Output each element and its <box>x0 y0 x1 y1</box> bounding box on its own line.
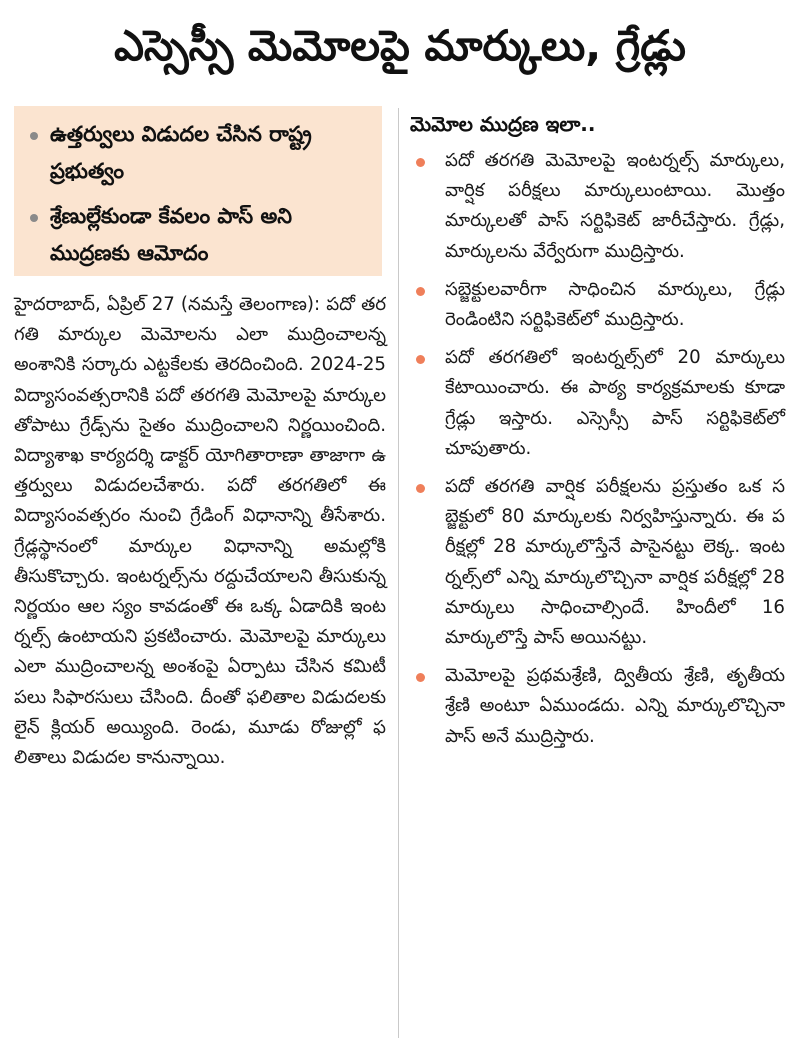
article-body: హైదరాబాద్, ఏప్రిల్ 27 (నమస్తే తెలంగాణ): పదో తరగతి మార్కుల మెమోలను ఎలా ముద్రించాలన్న అంశానికి సర్కారు ఎట్టకేలకు తెరదించింది. 2024-25 విద్యాసంవత్సరానికి పదో తరగతి మెమోలపై మార్కులతోపాటు గ్రేడ్స్‌ను సైతం ముద్రించాలని నిర్ణయించింది. విద్యాశాఖ కార్యదర్శి డాక్టర్ యోగితారాణా తాజాగా ఉత్తర్వులు విడుదలచేశారు. పదో తరగతిలో ఈ విద్యాసంవత్సరం నుంచి గ్రేడింగ్ విధానాన్ని తీసేశారు. గ్రేడ్లస్థానంలో మార్కుల విధానాన్ని అమల్లోకి తీసుకొచ్చారు. ఇంటర్నల్స్‌ను రద్దుచేయాలని తీసుకున్న నిర్ణయం ఆల స్యం కావడంతో ఈ ఒక్క ఏడాదికి ఇంటర్నల్స్ ఉంటాయని ప్రకటించారు. మెమోలపై మార్కులు ఎలా ముద్రించాలన్న అంశంపై ఏర్పాటు చేసిన కమిటీ పలు సిఫారసులు చేసింది. దీంతో ఫలితాల విడుదలకు లైన్ క్లియర్ అయ్యింది. రెండు, మూడు రోజుల్లో ఫలితాలు విడుదల కానున్నాయి. <box>14 294 386 769</box>
list-item <box>410 343 786 464</box>
right-column <box>410 106 786 760</box>
highlight-item <box>30 198 368 272</box>
list-item-text: మెమోలపై ప్రథమశ్రేణి, ద్వితీయ శ్రేణి, తృతీయ శ్రేణి అంటూ ఏముండదు. ఎన్ని మార్కులొచ్చినా పాస్ అనే ముద్రిస్తారు. <box>445 665 785 747</box>
highlights-box <box>14 106 382 276</box>
list-item <box>410 472 786 653</box>
bullet-dot-icon <box>30 214 38 222</box>
list-item-text: పదో తరగతి వార్షిక పరీక్షలను ప్రస్తుతం ఒక సబ్జెక్టులో 80 మార్కులకు నిర్వహిస్తున్నారు. ఈ పరీక్షల్లో 28 మార్కులొస్తేనే పాసైనట్టు లెక్క. ఇంటర్నల్స్‌లో ఎన్ని మార్కులొచ్చినా వార్షిక పరీక్షల్లో 28 మార్కులు సాధించాల్సిందే. హిందీలో 16 మార్కులొస్తే పాస్ అయినట్టు. <box>445 476 785 649</box>
list-item <box>410 661 786 752</box>
list-item <box>410 146 786 267</box>
headline: ఎస్సెస్సీ మెమోలపై మార్కులు, గ్రేడ్లు <box>114 21 686 70</box>
bullet-dot-icon <box>416 355 425 364</box>
highlight-text: శ్రేణుల్లేకుండా కేవలం పాస్ అని ముద్రణకు ఆమోదం <box>50 204 292 265</box>
column-divider <box>398 108 399 1038</box>
bullet-dot-icon <box>416 673 425 682</box>
bullet-dot-icon <box>416 158 425 167</box>
list-item-text: పదో తరగతిలో ఇంటర్నల్స్‌లో 20 మార్కులు కేటాయించారు. ఈ పాఠ్య కార్యక్రమాలకు కూడా గ్రేడ్లు ఇస్తారు. ఎస్సెస్సీ పాస్ సర్టిఫికెట్‌లో చూపుతారు. <box>445 347 785 459</box>
highlight-text: ఉత్తర్వులు విడుదల చేసిన రాష్ట్ర ప్రభుత్వం <box>50 122 312 183</box>
bullet-dot-icon <box>416 484 425 493</box>
list-item-text: పదో తరగతి మెమోలపై ఇంటర్నల్స్ మార్కులు, వార్షిక పరీక్షలు మార్కులుంటాయి. మొత్తం మార్కులతో పాస్ సర్టిఫికెట్ జారీచేస్తారు. గ్రేడ్లు, మార్కులను వేర్వేరుగా ముద్రిస్తారు. <box>445 150 785 262</box>
sidebar-heading: మెమోల ముద్రణ ఇలా.. <box>410 112 596 136</box>
bullet-dot-icon <box>416 287 425 296</box>
list-item <box>410 275 786 335</box>
left-column <box>14 106 386 773</box>
bullet-dot-icon <box>30 132 38 140</box>
highlight-item <box>30 116 368 190</box>
list-item-text: సబ్జెక్టులవారీగా సాధించిన మార్కులు, గ్రేడ్లు రెండింటిని సర్టిఫికెట్‌లో ముద్రిస్తారు. <box>445 278 785 331</box>
